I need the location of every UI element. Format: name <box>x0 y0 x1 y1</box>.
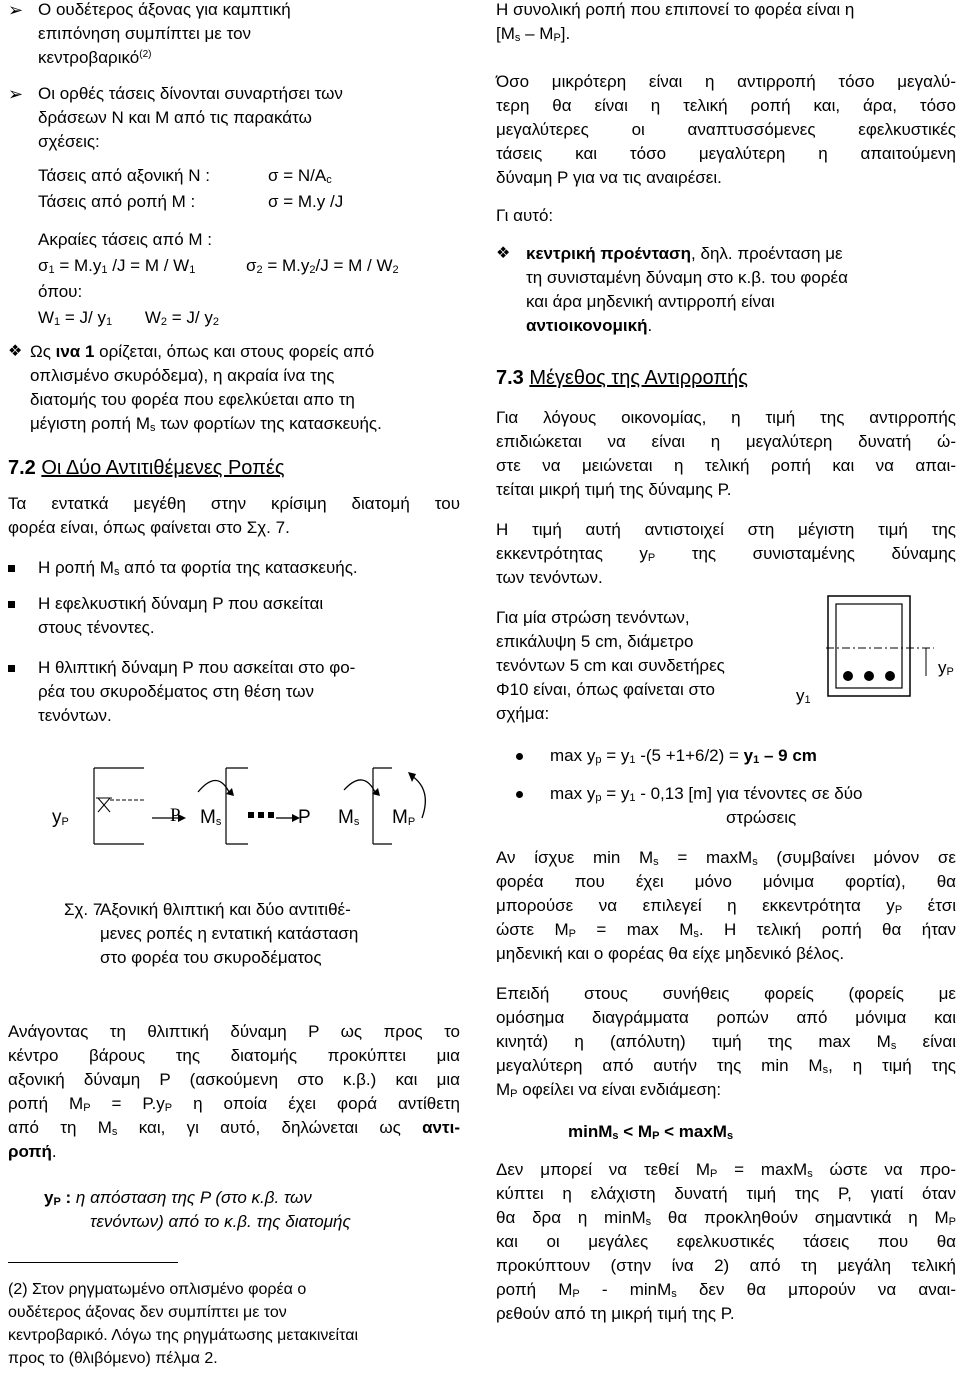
round-bullet-icon <box>516 753 523 760</box>
usual-beams-paragraph: Επειδή στους συνήθεις φορείς (φορείς με ομόσημα διαγράμματα ροπών από μόνιμα και κινητά) η (απόλυτη) τιμή της $\max M_s$ είναι μεγαλύτερη από αυτήν της $\min M_s$, η τιμή της $M_P$ οφείλει να είναι ενδιάμεση: <box>496 984 956 1100</box>
therefore-label: Γι αυτό: <box>496 206 554 225</box>
footnote-separator <box>8 1262 178 1263</box>
square-bullet-tension: Η εφελκυστική δύναμη P που ασκείται στους τένοντες. <box>8 592 323 640</box>
fig-label-p2: P <box>298 807 311 828</box>
square-bullet-icon <box>8 565 15 572</box>
figure-7-diagram <box>48 760 448 860</box>
fig-label-ms1: $M_s$ <box>200 807 222 828</box>
cross-section-diagram <box>826 594 956 704</box>
where-label: όπου: <box>38 282 83 301</box>
bullet-normal-stresses: ➢ Οι ορθές τάσεις δίνονται συναρτήσει των δράσεων Ν και Μ από τις παρακάτω σχέσεις: <box>8 84 343 151</box>
section-heading-7-2: 7.2 Οι Δύο Αντιτιθέμενες Ροπές <box>8 457 285 479</box>
square-bullet-moment: Η ροπή $M_s$ από τα φορτία της κατασκευής. <box>8 556 358 580</box>
inequality-formula: $\min M_s < M_P < \max M_s$ <box>568 1122 734 1142</box>
fig-label-ms2: $M_s$ <box>338 807 360 828</box>
figure-7-caption: Σχ. 7 Αξονική θλιπτική και δύο αντιτιθέ- μενες ροπές η εντατική κατάσταση στο φορέα του σκυροδέματος <box>64 900 359 967</box>
square-bullet-compression: Η θλιπτική δύναμη P που ασκείται στο φο- ρέα του σκυροδέματος στη θέση των τενόντων. <box>8 656 355 728</box>
tendon-layer-paragraph: Για μία στρώση τενόντων, επικάλυψη 5 cm, διάμετρο τενόντων 5 cm και συνδετήρες Φ10 είναι, όπως φαίνεται στο σχήμα: <box>496 608 725 723</box>
square-bullet-icon <box>8 601 15 608</box>
moment-stress-row: Τάσεις από ροπή Μ : σ = M.y /J <box>38 192 344 211</box>
bullet-neutral-axis: ➢ Ο ουδέτερος άξονας για καμπτική επιπόνηση συμπίπτει με τον κεντροβαρικό$^{(2)}$ <box>8 0 291 67</box>
counter-moment-paragraph: Όσο μικρότερη είναι η αντιρροπή τόσο μεγαλύ- τερη θα είναι η τελική ροπή και, άρα, τόσο μεγαλύτερες οι αναπτυσσόμενες εφελκυστικές τάσεις και τόσο μεγαλύτερη η απαιτούμενη δύναμη P για να τις αναιρέσει. <box>496 72 956 187</box>
square-bullet-icon <box>8 665 15 672</box>
diamond-bullet-icon: ❖ <box>8 343 23 360</box>
fig-label-p1: P <box>170 805 181 826</box>
diamond-bullet-icon: ❖ <box>496 245 511 262</box>
extreme-stress-formulas: $\sigma_1 = M.y_1$ $/J = M / W_1$ $\sigma_2 = M.y_2/J = M / W_2$ <box>38 256 399 276</box>
economy-paragraph: Για λόγους οικονομίας, η τιμή της αντιρροπής επιδιώκεται να είναι η μεγαλύτερη δυνατή ώ- στε να μειώνεται η τελική ροπή και να απαι- τείται μικρή τιμή της δύναμης P. <box>496 408 956 499</box>
round-bullet-icon <box>516 791 523 798</box>
total-moment-paragraph: Η συνολική ροπή που επιπονεί το φορέα είναι η $[M_s - M_P]$. <box>496 0 855 44</box>
section-moduli: $W_1 = J/$ $y_1$ $W_2 = J/$ $y_2$ <box>38 308 219 328</box>
bullet-fiber-definition: ❖ Ως ινα 1 ορίζεται, όπως και στους φορείς από οπλισμένο σκυρόδεμα), η ακραία ίνα της διατομής του φορέα που εφελκύεται απο τη μέγιστη ροπή $M_s$ των φορτίων της κατασκευής. <box>8 342 382 434</box>
arrow-bullet-icon: ➢ <box>8 0 24 20</box>
extreme-stress-label: Ακραίες τάσεις από Μ : <box>38 230 213 249</box>
footnote-2: (2) Στον ρηγματωμένο οπλισμένο φορέα ο ουδέτερος άξονας δεν συμπίπτει με τον κεντροβαρικό. Λόγω της ρηγμάτωσης μετακινείται προς το (θλιβόμενο) πέλμα 2. <box>8 1281 358 1367</box>
max-yp-two-layers: $\max y_p = y_1 - 0,13$ [m] για τένοντες σε δύο στρώσεις <box>516 782 863 830</box>
axial-stress-row: Τάσεις από αξονική Ν : $\sigma = N/A_c$ <box>38 166 332 186</box>
arrow-bullet-icon: ➢ <box>8 84 24 104</box>
eccentricity-paragraph: Η τιμή αυτή αντιστοιχεί στη μέγιστη τιμή της εκκεντρότητας $y_P$ της συνισταμένης δύναμης των τενόντων. <box>496 520 956 587</box>
section-label-y1: $y_1$ <box>796 686 811 706</box>
fig-label-yp: $y_P$ <box>52 807 69 828</box>
bullet-central-prestress: ❖ κεντρική προένταση, δηλ. προένταση με τη συνισταμένη δύναμη στο κ.β. του φορέα και άρα μηδενική αντιρροπή είναι αντιοικονομική. <box>496 244 848 335</box>
paragraph-7-2: Τα εντατκά μεγέθη στην κρίσιμη διατομή του φορέα είναι, όπως φαίνεται στο Σχ. 7. <box>8 494 460 537</box>
section-heading-7-3: 7.3 Μέγεθος της Αντιρροπής <box>496 367 748 389</box>
cannot-set-paragraph: Δεν μπορεί να τεθεί $M_P = \max M_s$ ώστε να προ- κύπτει η ελάχιστη δυνατή τιμή της P, γιατί όταν θα δρα η minM$_s$ θα προκληθούν σημαντικά η $M_P$ και οι μεγάλες εφελκυστικές τάσεις που θα προκύπτουν (στην ίνα 2) από τη μεγάλη τελική ροπή $M_P - \min M_s$ δεν θα μπορούν να αναι- ρεθούν από τη μικρή τιμή της P. <box>496 1160 957 1323</box>
fig-label-mp: $M_P$ <box>392 807 416 828</box>
yp-definition: $y_P$ : η απόσταση της P (στο κ.β. των τενόντων) από το κ.β. της διατομής <box>44 1188 351 1231</box>
section-label-yp: $y_P$ <box>938 658 954 678</box>
paragraph-reduction: Ανάγοντας τη θλιπτική δύναμη P ως προς το κέντρο βάρους της διατομής προκύπτει μια αξονική δύναμη P (ασκούμενη στο κ.β.) και μια ροπή $M_P = P.y_P$ η οποία έχει φορά αντίθετη από τη $M_s$ και, γι αυτό, δηλώνεται ως αντι- ροπή. <box>8 1022 461 1161</box>
min-equals-max-paragraph: Αν ίσχυε $\min M_s = \max M_s$ (συμβαίνει μόνον σε φορέα που έχει μόνο μόνιμα φορτία), θα μπορούσε να επιλεγεί η εκκεντρότητα $y_P$ έτσι ώστε $M_P = \max M_s$. Η τελική ροπή θα ήταν μηδενική και ο φορέας θα είχε μηδενικό βέλος. <box>496 848 957 963</box>
neutral-axis-mark-icon <box>96 798 112 812</box>
max-yp-single-layer: $\max y_p = y_1$ $-(5 +1+6/2) = y_1 - 9$ cm <box>516 744 817 768</box>
